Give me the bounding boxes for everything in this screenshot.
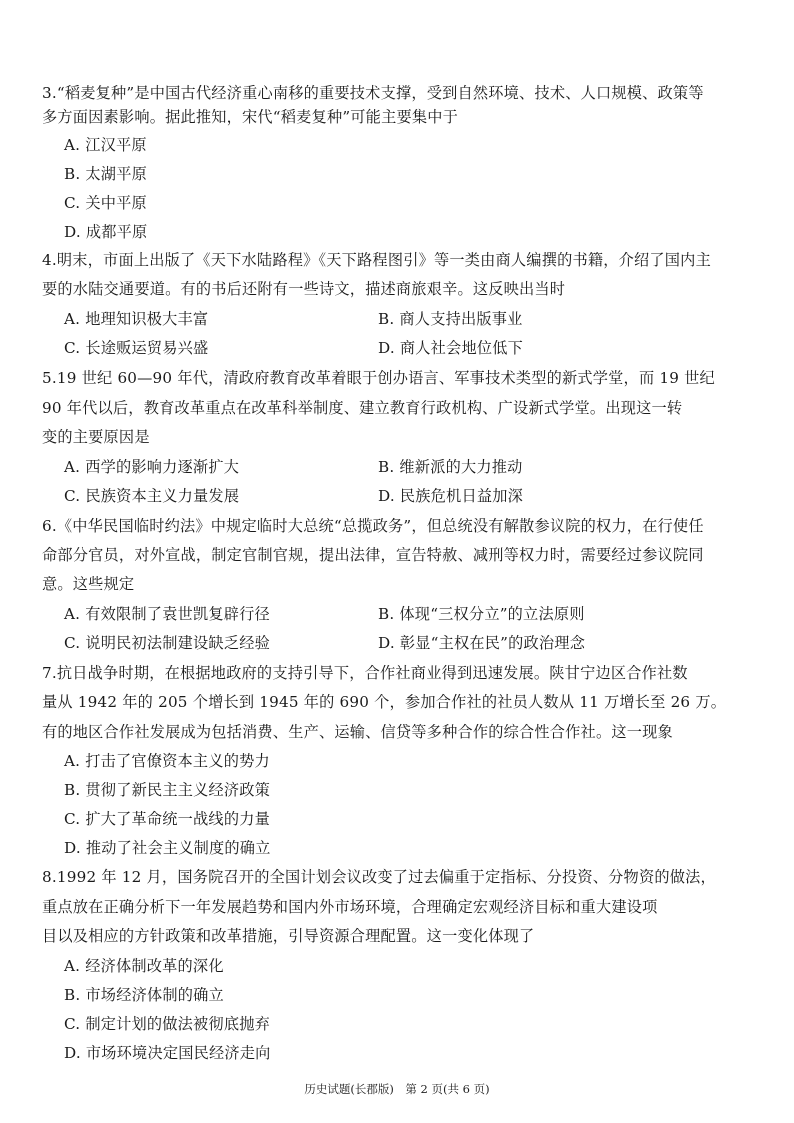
question-6-stem-line-3: 意。这些规定	[42, 575, 135, 593]
page-footer: 历史试题(长郡版) 第 2 页(共 6 页)	[304, 1082, 490, 1096]
question-6-option-c: C. 说明民初法制建设缺乏经验	[64, 634, 270, 652]
question-6-stem-line-1	[42, 515, 704, 537]
question-8-stem-line-3: 目以及相应的方针政策和改革措施，引导资源合理配置。这一变化体现了	[42, 927, 535, 945]
question-5-option-b: B. 维新派的大力推动	[378, 458, 523, 476]
question-8-option-d: D. 市场环境决定国民经济走向	[64, 1044, 271, 1062]
question-6-option-b: B. 体现“三权分立”的立法原则	[378, 605, 585, 623]
question-5-stem-line-2: 90 年代以后，教育改革重点在改革科举制度、建立教育行政机构、广设新式学堂。出现这一转	[42, 399, 683, 417]
question-7-option-c: C. 扩大了革命统一战线的力量	[64, 810, 270, 828]
question-5-option-d: D. 民族危机日益加深	[378, 487, 523, 505]
question-7-stem-line-1	[42, 662, 688, 684]
question-3-text-1: “稻麦复种”是中国古代经济重心南移的重要技术支撑，受到自然环境、技术、人口规模、政策等	[56, 84, 704, 102]
question-6-text-1: 《中华民国临时约法》中规定临时大总统“总揽政务”，但总统没有解散参议院的权力，在行使任	[56, 517, 704, 535]
question-8-option-c: C. 制定计划的做法被彻底抛弃	[64, 1015, 270, 1033]
question-6-option-d: D. 彰显“主权在民”的政治理念	[378, 634, 586, 652]
question-5-option-a: A. 西学的影响力逐渐扩大	[64, 458, 240, 476]
question-6-stem-line-2: 命部分官员，对外宣战，制定官制官规，提出法律，宣告特赦、减刑等权力时，需要经过参议院同	[42, 546, 704, 564]
question-7-stem-line-2: 量从 1942 年的 205 个增长到 1945 年的 690 个，参加合作社的社员人数从 11 万增长至 26 万。	[42, 693, 727, 711]
question-7-option-d: D. 推动了社会主义制度的确立	[64, 839, 271, 857]
question-4-stem-line-2: 要的水陆交通要道。有的书后还附有一些诗文，描述商旅艰辛。这反映出当时	[42, 280, 566, 298]
question-4-number: 4.	[42, 251, 57, 269]
question-3-option-c: C. 关中平原	[64, 194, 147, 212]
question-3-number: 3.	[42, 84, 57, 102]
question-4-option-c: C. 长途贩运贸易兴盛	[64, 339, 209, 357]
question-5-stem-line-1	[42, 367, 715, 389]
question-5-option-c: C. 民族资本主义力量发展	[64, 487, 240, 505]
question-7-stem-line-3: 有的地区合作社发展成为包括消费、生产、运输、信贷等多种合作的综合性合作社。这一现象	[42, 723, 673, 741]
question-5-number: 5.	[42, 369, 57, 387]
question-7-text-1: 抗日战争时期，在根据地政府的支持引导下，合作社商业得到迅速发展。陕甘宁边区合作社数	[56, 664, 688, 682]
question-5-text-1: 19 世纪 60—90 年代，清政府教育改革着眼于创办语言、军事技术类型的新式学堂，而 19 世纪	[56, 369, 715, 387]
question-7-number: 7.	[42, 664, 57, 682]
question-6-number: 6.	[42, 517, 57, 535]
question-7-option-b: B. 贯彻了新民主主义经济政策	[64, 781, 271, 799]
question-8-stem-line-2: 重点放在正确分析下一年发展趋势和国内外市场环境，合理确定宏观经济目标和重大建设项	[42, 898, 658, 916]
question-3-stem-line-1	[42, 82, 704, 104]
question-3-option-a: A. 江汉平原	[64, 136, 147, 154]
question-4-option-b: B. 商人支持出版事业	[378, 310, 523, 328]
question-8-stem-line-1	[42, 866, 716, 888]
question-8-text-1: 1992 年 12 月，国务院召开的全国计划会议改变了过去偏重于定指标、分投资、分物资的做法，	[56, 868, 716, 886]
question-4-option-d: D. 商人社会地位低下	[378, 339, 523, 357]
question-8-option-b: B. 市场经济体制的确立	[64, 986, 224, 1004]
question-8-number: 8.	[42, 868, 57, 886]
question-3-stem-line-2: 多方面因素影响。据此推知，宋代“稻麦复种”可能主要集中于	[42, 108, 459, 126]
question-3-option-b: B. 太湖平原	[64, 165, 147, 183]
question-6-option-a: A. 有效限制了袁世凯复辟行径	[64, 605, 270, 623]
question-4-text-1: 明末，市面上出版了《天下水陆路程》《天下路程图引》等一类由商人编撰的书籍，介绍了国内主	[56, 251, 711, 269]
question-5-stem-line-3: 变的主要原因是	[42, 428, 150, 446]
question-4-stem-line-1	[42, 249, 711, 271]
question-8-option-a: A. 经济体制改革的深化	[64, 957, 224, 975]
question-3-option-d: D. 成都平原	[64, 223, 148, 241]
question-7-option-a: A. 打击了官僚资本主义的势力	[64, 752, 270, 770]
question-4-option-a: A. 地理知识极大丰富	[64, 310, 209, 328]
